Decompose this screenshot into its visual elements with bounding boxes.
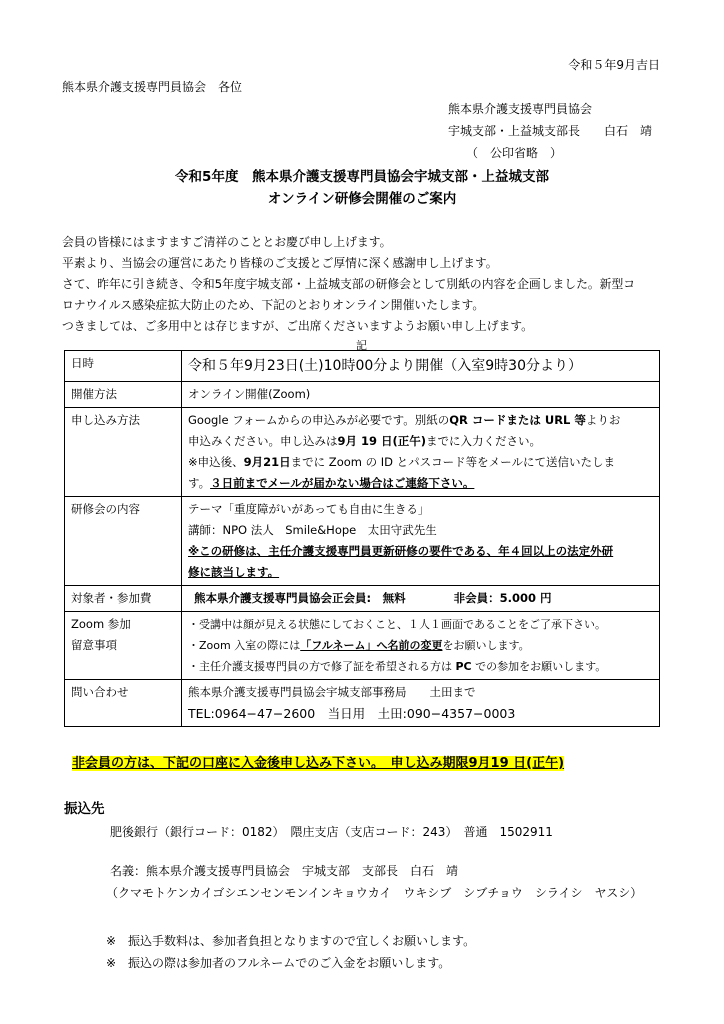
value-fee [182, 586, 660, 612]
zoom-text: ・Zoom 入室の際には [188, 639, 301, 652]
apply-deadline: 9月 19 日(正午) [337, 434, 427, 448]
fee-member: 熊本県介護支援専門員協会正会員: 無料 [194, 591, 406, 605]
label-zoom-line2: 留意事項 [71, 638, 117, 652]
body-line-4: ロナウイルス感染症拡大防止のため、下記のとおりオンライン開催いたします。 [62, 298, 485, 312]
body-line-5: つきましては、ご多用中とは存じますが、ご出席くださいますようお願い申し上げます。 [62, 319, 533, 333]
value-zoom [182, 612, 660, 680]
contact-phone: TEL:0964−47−2600 当日用 土田:090−4357−0003 [188, 706, 516, 721]
row-apply [65, 408, 660, 497]
body-line-3: さて、昨年に引き続き、令和5年度宇城支部・上益城支部の研修会として別紙の内容を企画しました。新型コ [62, 277, 636, 291]
account-name: 名義：熊本県介護支援専門員協会 宇城支部 支部長 白石 靖 [110, 864, 459, 878]
lecturer: 講師：NPO 法人 Smile&Hope 太田守武先生 [188, 523, 437, 537]
zoom-note-1: ・受講中は顔が見える状態にしておくこと、１人１画面であることをご了承下さい。 [188, 618, 606, 631]
apply-text: までに Zoom の ID とパスコード等をメールにて送信いたしま [290, 455, 615, 469]
apply-text: ※申込後、 [188, 455, 244, 469]
document-title-line2: オンライン研修会開催のご案内 [267, 191, 457, 207]
sender-person: 宇城支部・上益城支部長 白石 靖 [448, 124, 653, 138]
statutory-note-1: ※この研修は、主任介護支援専門員更新研修の要件である、年４回以上の法定外研 [188, 544, 614, 558]
zoom-note-3 [188, 656, 653, 677]
sender-organization: 熊本県介護支援専門員協会 [448, 102, 593, 116]
account-kana: （クマモトケンカイゴシエンセンモンインキョウカイ ウキシブ シブチョウ シライシ ヤスシ） [106, 886, 643, 900]
bank-account: 肥後銀行（銀行コード：0182） 隈庄支店（支店コード：243） 普通 1502911 [110, 825, 553, 839]
value-method: オンライン開催(Zoom) [182, 382, 660, 408]
zoom-id-date: 9月21日 [243, 455, 291, 469]
apply-text: Google フォームからの申込みが必要です。別紙の [188, 413, 450, 427]
apply-text: までに入力ください。 [426, 434, 542, 448]
ki-marker: 記 [356, 339, 367, 352]
zoom-pc: PC [455, 660, 472, 673]
theme: テーマ「重度障がいがあっても自由に生きる」 [188, 502, 430, 516]
row-contact [65, 680, 660, 727]
label-zoom-line1: Zoom 参加 [71, 617, 131, 631]
zoom-text: ・主任介護支援専門員の方で修了証を希望される方は [188, 660, 456, 673]
event-info-table [64, 350, 660, 727]
label-content: 研修会の内容 [65, 497, 182, 586]
document-title-line1: 令和5年度 熊本県介護支援専門員協会宇城支部・上益城支部 [175, 169, 549, 185]
non-member-notice-text: 非会員の方は、下記の口座に入金後申し込み下さい。 申し込み期限9月19 日(正午) [72, 756, 565, 771]
label-apply: 申し込み方法 [65, 408, 182, 497]
label-method: 開催方法 [65, 382, 182, 408]
apply-contact-note: ３日前までメールが届かない場合はご連絡下さい。 [210, 476, 475, 490]
value-datetime: 令和５年9月23日(土)10時00分より開催（入室9時30分より） [182, 351, 660, 382]
apply-text: す。 [188, 476, 211, 490]
row-datetime [65, 351, 660, 382]
fee-nonmember: 非会員：5.000 円 [453, 591, 552, 605]
label-zoom [65, 612, 182, 680]
issue-date: 令和５年9月吉日 [568, 58, 660, 72]
label-fee: 対象者・参加費 [65, 586, 182, 612]
label-contact: 問い合わせ [65, 680, 182, 727]
apply-text: 申込みください。申し込みは [188, 434, 338, 448]
label-datetime: 日時 [65, 351, 182, 382]
row-content [65, 497, 660, 586]
row-zoom [65, 612, 660, 680]
row-fee [65, 586, 660, 612]
row-method [65, 382, 660, 408]
zoom-fullname: 「フルネーム」へ名前の変更 [300, 639, 443, 652]
transfer-heading: 振込先 [64, 801, 105, 817]
value-content [182, 497, 660, 586]
zoom-note-2 [188, 635, 653, 656]
seal-note: （ 公印省略 ） [466, 146, 563, 160]
non-member-notice [72, 752, 564, 771]
statutory-note-2: 修に該当します。 [188, 565, 280, 579]
value-contact [182, 680, 660, 727]
fullname-note: ※ 振込の際は参加者のフルネームでのご入金をお願いします。 [106, 956, 451, 970]
body-line-2: 平素より、当協会の運営にあたり皆様のご支援とご厚情に深く感謝申し上げます。 [62, 256, 498, 270]
fee-note: ※ 振込手数料は、参加者負担となりますので宜しくお願いします。 [106, 934, 476, 948]
zoom-text: での参加をお願いします。 [471, 660, 607, 673]
zoom-text: をお願いします。 [442, 639, 530, 652]
body-line-1: 会員の皆様にはますますご清祥のこととお慶び申し上げます。 [62, 235, 392, 249]
value-apply [182, 408, 660, 497]
addressee: 熊本県介護支援専門員協会 各位 [62, 80, 243, 94]
apply-text: よりお [585, 413, 621, 427]
contact-office: 熊本県介護支援専門員協会宇城支部事務局 土田まで [188, 685, 476, 699]
apply-qr-url: QR コードまたは URL 等 [449, 413, 586, 427]
